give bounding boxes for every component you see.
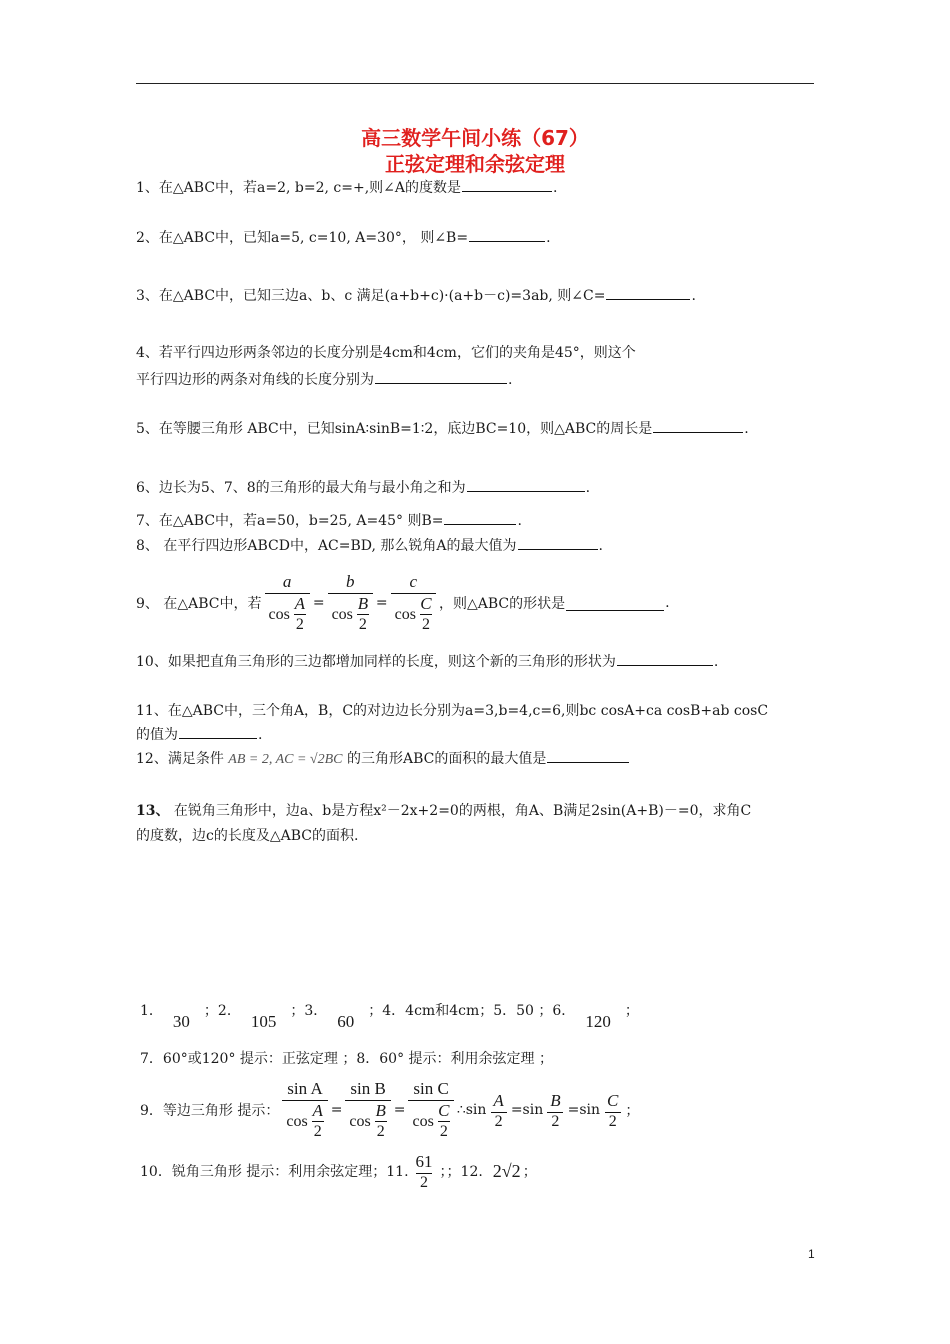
question-1: 1、在△ABC中，若a=2, b=2, c=+,则∠A的度数是 .: [136, 177, 557, 198]
question-12: 12、满足条件 AB = 2, AC = √2BC 的三角形ABC的面积的最大值是: [136, 748, 630, 770]
question-4-line-1: 4、若平行四边形两条邻边的长度分别是4cm和4cm，它们的夹角是45°，则这个: [136, 345, 636, 361]
question-9: 9、 在△ABC中，若 a cos A 2 = b cos B 2 = c cos C 2 ，则△ABC的形状是 .: [136, 572, 670, 633]
question-13-line-1: 13、 在锐角三角形中，边a、b是方程x²－2x+2=0的两根，角A、B满足2sin(A+B)－=0，求角C: [136, 803, 752, 819]
answers-row-1: 1．30；2．105；3．60；4．4cm和4cm；5．50 ；6．120；: [140, 1003, 639, 1031]
question-6: 6、边长为5、7、8的三角形的最大角与最小角之和为 .: [136, 477, 590, 498]
question-11-line-1: 11、在△ABC中，三个角A，B，C的对边边长分别为a=3,b=4,c=6,则bc cosA+ca cosB+ab cosC: [136, 703, 769, 719]
answers-row-3: 9．等边三角形 提示： sin A cos A 2 = sin B cos B 2 = sin C cos C 2 ∴ sin $\frac{A}{2}$ = sin $\frac{B}{2}$ = sin $\frac{C}{2}$ ；: [140, 1079, 640, 1140]
fraction-c: c cos C 2: [391, 571, 436, 635]
fraction-b: b cos B 2: [328, 571, 373, 635]
page-number: 1: [808, 1247, 815, 1261]
page-subtitle: 正弦定理和余弦定理: [385, 152, 565, 176]
answer-blank[interactable]: [617, 651, 713, 666]
question-5: 5、在等腰三角形 ABC中，已知sinA∶sinB=1∶2，底边BC=10，则△ABC的周长是 .: [136, 418, 749, 439]
top-rule: [136, 83, 814, 84]
question-10: 10、如果把直角三角形的三边都增加同样的长度，则这个新的三角形的形状为 .: [136, 651, 718, 672]
question-2: 2、在△ABC中，已知a=5, c=10, A=30°， 则∠B= .: [136, 227, 551, 248]
question-7: 7、在△ABC中，若a=50，b=25, A=45° 则B= .: [136, 510, 522, 531]
question-4-line-2: 平行四边形的两条对角线的长度分别为 .: [136, 369, 512, 390]
page-title: 高三数学午间小练（67）: [361, 126, 589, 150]
answer-blank[interactable]: [566, 596, 664, 611]
condition-formula: AB = 2, AC = √2BC: [228, 752, 343, 767]
answers-row-2: 7．60°或120° 提示：正弦定理 ；8．60° 提示：利用余弦定理 ；: [140, 1051, 553, 1067]
answer-blank[interactable]: [467, 477, 585, 492]
answer-blank[interactable]: [606, 285, 690, 300]
answer-blank[interactable]: [179, 724, 257, 739]
answer-blank[interactable]: [547, 748, 629, 763]
question-13-line-2: 的度数，边c的长度及△ABC的面积.: [136, 828, 359, 844]
question-11-line-2: 的值为 .: [136, 724, 262, 745]
question-8: 8、 在平行四边形ABCD中，AC=BD, 那么锐角A的最大值为 .: [136, 535, 603, 556]
answer-blank[interactable]: [518, 535, 598, 550]
answer-blank[interactable]: [653, 418, 743, 433]
answer-blank[interactable]: [462, 177, 552, 192]
answer-blank[interactable]: [469, 227, 545, 242]
fraction-a: a cos A 2: [265, 571, 310, 635]
question-3: 3、在△ABC中，已知三边a、b、c 满足(a+b+c)·(a+b－c)=3ab, 则∠C= .: [136, 285, 696, 306]
answer-blank[interactable]: [444, 510, 516, 525]
answers-row-4: 10．锐角三角形 提示：利用余弦定理；11. $\frac{61}{2}$ ；；12. 2√2 ；: [140, 1151, 537, 1191]
answer-blank[interactable]: [375, 369, 507, 384]
